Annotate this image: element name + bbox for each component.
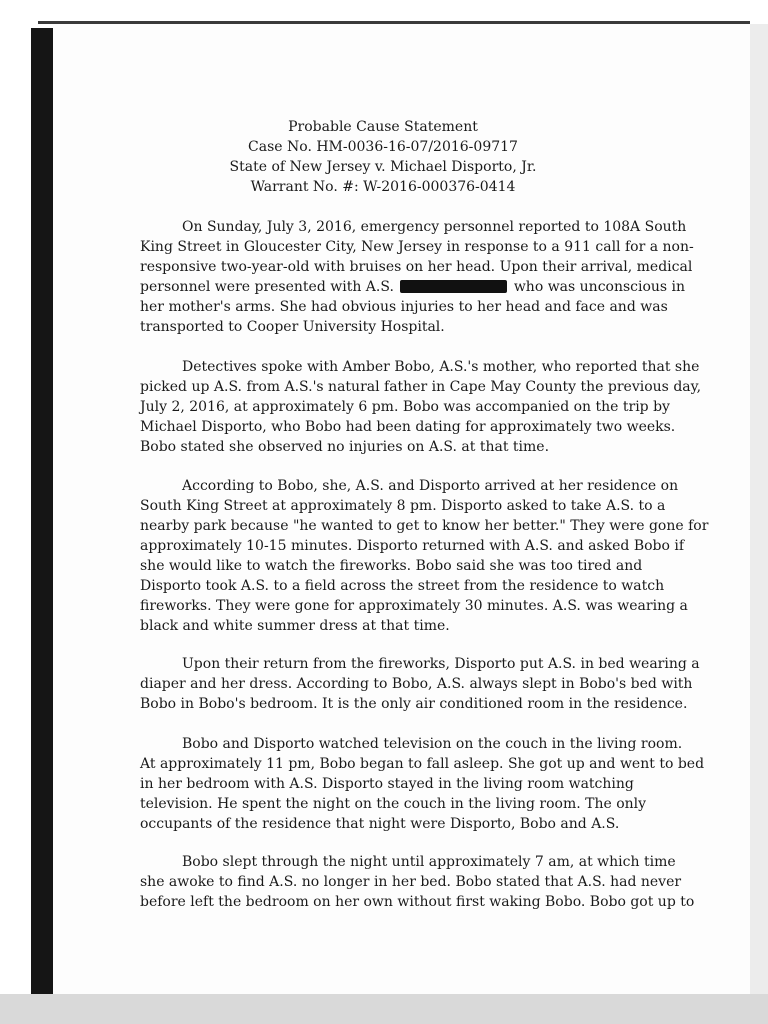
paragraph-line: Michael Disporto, who Bobo had been dating for approximately two weeks. [140,419,676,435]
paragraph-line-part: personnel were presented with A.S. [140,279,394,295]
paragraph-line: responsive two-year-old with bruises on her head. Upon their arrival, medical [140,259,693,275]
paragraph-line: At approximately 11 pm, Bobo began to fall asleep. She got up and went to bed [140,756,705,772]
paragraph-line: transported to Cooper University Hospital. [140,319,445,335]
paragraph-line: approximately 10-15 minutes. Disporto returned with A.S. and asked Bobo if [140,538,685,554]
paragraph-line: Bobo and Disporto watched television on the couch in the living room. [182,736,683,752]
paragraph-line: On Sunday, July 3, 2016, emergency personnel reported to 108A South [182,219,687,235]
redaction-block [400,280,507,293]
paragraph-6 [140,852,740,912]
paragraph-line: diaper and her dress. According to Bobo, A.S. always slept in Bobo's bed with [140,676,693,692]
paragraph-line-part: who was unconscious in [513,279,686,295]
paragraph-line: Upon their return from the fireworks, Disporto put A.S. in bed wearing a [182,656,700,672]
paragraph-2 [140,357,740,457]
paragraph-5 [140,734,740,834]
paragraph-3 [140,476,740,636]
paragraph-line: nearby park because "he wanted to get to know her better." They were gone for [140,518,709,534]
case-name: State of New Jersey v. Michael Disporto, Jr. [229,159,537,175]
paragraph-line-redacted [140,277,740,297]
paragraph-line: Bobo stated she observed no injuries on A.S. at that time. [140,439,550,455]
paragraph-line: before left the bedroom on her own without first waking Bobo. Bobo got up to [140,894,695,910]
paragraph-line: fireworks. They were gone for approximately 30 minutes. A.S. was wearing a [140,598,688,614]
paragraph-line: occupants of the residence that night were Disporto, Bobo and A.S. [140,816,620,832]
paragraph-line: her mother's arms. She had obvious injuries to her head and face and was [140,299,668,315]
case-number: Case No. HM-0036-16-07/2016-09717 [248,139,518,155]
paragraph-line: Disporto took A.S. to a field across the street from the residence to watch [140,578,665,594]
paragraph-line: she awoke to find A.S. no longer in her bed. Bobo stated that A.S. had never [140,874,682,890]
document-title: Probable Cause Statement [288,119,478,135]
paragraph-4 [140,654,740,714]
scan-binding-shadow [31,28,53,994]
paragraph-line: in her bedroom with A.S. Disporto stayed in the living room watching [140,776,634,792]
document-page [53,24,750,994]
paragraph-line: King Street in Gloucester City, New Jersey in response to a 911 call for a non- [140,239,694,255]
document-header [53,117,713,197]
paragraph-1 [140,217,740,337]
paragraph-line: July 2, 2016, at approximately 6 pm. Bobo was accompanied on the trip by [140,399,670,415]
scan-bottom-margin [0,994,768,1024]
paragraph-line: Bobo slept through the night until approximately 7 am, at which time [182,854,676,870]
paragraph-line: Detectives spoke with Amber Bobo, A.S.'s mother, who reported that she [182,359,700,375]
paragraph-line: television. He spent the night on the couch in the living room. The only [140,796,647,812]
scan-right-margin [750,24,768,994]
paragraph-line: Bobo in Bobo's bedroom. It is the only air conditioned room in the residence. [140,696,688,712]
paragraph-line: According to Bobo, she, A.S. and Disporto arrived at her residence on [182,478,679,494]
paragraph-line: South King Street at approximately 8 pm. Disporto asked to take A.S. to a [140,498,666,514]
paragraph-line: she would like to watch the fireworks. Bobo said she was too tired and [140,558,643,574]
paragraph-line: black and white summer dress at that time. [140,618,450,634]
warrant-number: Warrant No. #: W-2016-000376-0414 [250,179,516,195]
paragraph-line: picked up A.S. from A.S.'s natural father in Cape May County the previous day, [140,379,702,395]
